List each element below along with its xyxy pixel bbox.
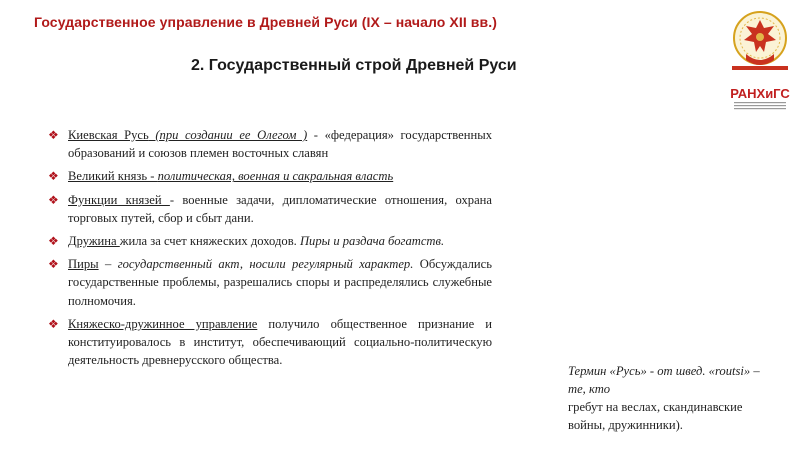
item-italic: – государственный акт, носили регулярный характер. <box>98 257 414 272</box>
item-term: Киевская Русь <box>68 128 149 142</box>
slide-subtitle: 2. Государственный строй Древней Руси <box>191 57 517 74</box>
term-note <box>568 362 768 434</box>
diamond-bullet-icon: ❖ <box>48 234 59 249</box>
item-text: Обсуждались государственные проблемы, разрешались споры и распределялись служебные полномочия. <box>68 257 493 308</box>
item-italic: политическая, военная и сакральная власть <box>157 169 394 184</box>
diamond-bullet-icon: ❖ <box>48 257 59 272</box>
diamond-bullet-icon: ❖ <box>48 169 59 184</box>
list-item <box>48 315 492 370</box>
item-italic: (при создании ее Олегом ) <box>148 128 308 142</box>
item-term: Великий князь - <box>68 169 158 184</box>
item-text: жила за счет княжеских доходов. <box>119 234 300 249</box>
note-text: гребут на веслах, скандинавские войны, дружинники). <box>568 400 743 432</box>
list-item <box>48 232 492 250</box>
item-term: Функции князей <box>68 192 170 207</box>
list-item <box>48 167 492 185</box>
presentation-title: Государственное управление в Древней Руси (IX – начало XII вв.) <box>34 14 497 30</box>
emblem-icon <box>734 12 786 65</box>
diamond-bullet-icon: ❖ <box>48 128 59 142</box>
note-italic: Термин «Русь» - от швед. «routsi» – те, кто <box>568 364 760 396</box>
item-term: Княжеско-дружинное управление <box>68 316 258 331</box>
item-italic: Пиры и раздача богатств. <box>299 234 445 249</box>
logo-wordmark: РАНХиГС <box>730 86 790 101</box>
item-term: Пиры <box>68 257 99 272</box>
item-text: - военные задачи, дипломатические отношения, охрана торговых путей, сбор и сбыт дани. <box>68 192 493 225</box>
list-item <box>48 126 492 162</box>
item-text: - «федерация» государственных образований и союзов племен восточных славян <box>68 128 492 161</box>
ranepa-logo <box>728 4 792 114</box>
diamond-bullet-icon: ❖ <box>48 192 59 207</box>
list-item <box>48 191 492 227</box>
item-text: получило общественное признание и конституировалось в институт, обеспечивающий социально-политическую деятельность древнерусского общества. <box>68 316 492 368</box>
item-term: Дружина <box>68 234 120 249</box>
list-item <box>48 255 492 310</box>
bullet-list <box>48 126 492 374</box>
diamond-bullet-icon: ❖ <box>48 316 59 331</box>
